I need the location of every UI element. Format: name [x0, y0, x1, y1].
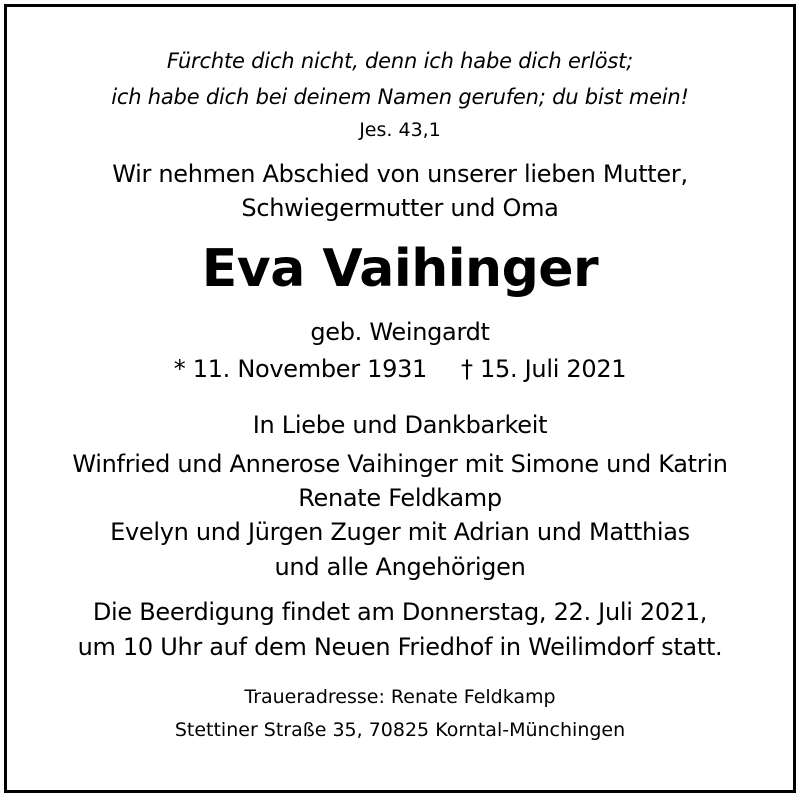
maiden-name: geb. Weingardt — [310, 318, 490, 346]
mourners-line-3: Evelyn und Jürgen Zuger mit Adrian und Matthias — [110, 518, 690, 546]
mourners-line-4: und alle Angehörigen — [274, 553, 526, 581]
intro-line-1: Wir nehmen Abschied von unserer lieben Mutter, — [112, 160, 688, 188]
address-line-2: Stettiner Straße 35, 70825 Korntal-Münchingen — [174, 719, 626, 741]
deceased-name: Eva Vaihinger — [201, 239, 599, 299]
verse-line-2: ich habe dich bei deinem Namen gerufen; du bist mein! — [111, 85, 689, 109]
verse-reference: Jes. 43,1 — [359, 119, 441, 141]
mourners-line-1: Winfried und Annerose Vaihinger mit Simone und Katrin — [72, 450, 728, 478]
mourners-line-2: Renate Feldkamp — [298, 484, 502, 512]
funeral-line-2: um 10 Uhr auf dem Neuen Friedhof in Weilimdorf statt. — [77, 633, 723, 661]
address-line-1: Traueradresse: Renate Feldkamp — [244, 686, 556, 708]
mourners-heading: In Liebe und Dankbarkeit — [252, 411, 548, 439]
funeral-line-1: Die Beerdigung findet am Donnerstag, 22. Juli 2021, — [92, 598, 708, 626]
life-dates — [0, 357, 800, 381]
intro-line-2: Schwiegermutter und Oma — [241, 194, 559, 222]
verse-line-1: Fürchte dich nicht, denn ich habe dich erlöst; — [166, 49, 634, 73]
birth-date: * 11. November 1931 — [173, 355, 428, 383]
death-date: † 15. Juli 2021 — [461, 355, 627, 383]
